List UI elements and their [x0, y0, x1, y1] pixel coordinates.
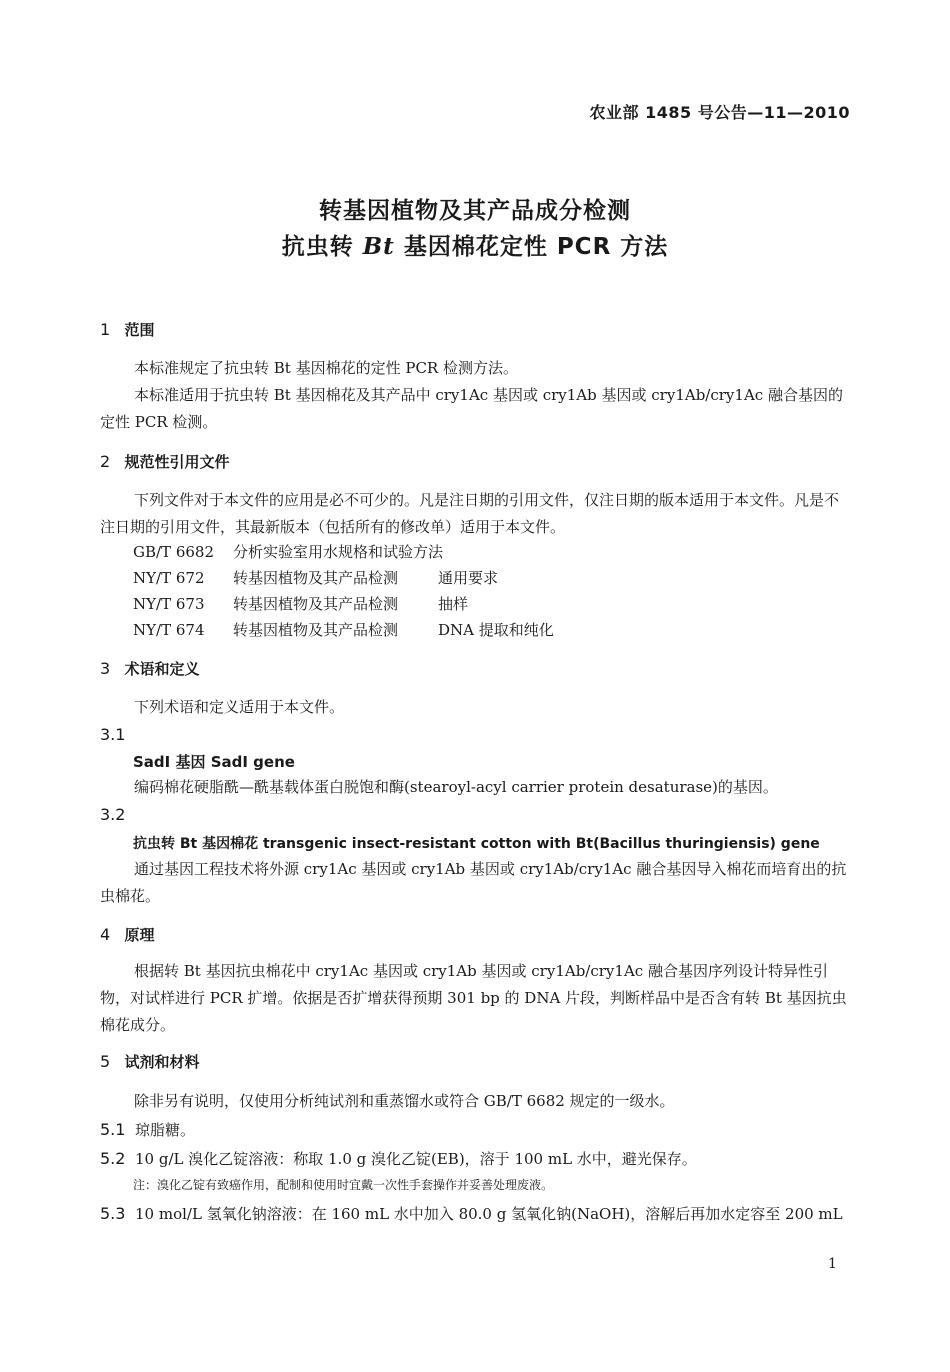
section-4-heading: 4 原理	[100, 925, 155, 944]
section-3-heading: 3 术语和定义	[100, 659, 200, 678]
reference-item: NY/T 672 转基因植物及其产品检测 通用要求	[133, 569, 499, 587]
standard-code: 农业部 1485 号公告—11—2010	[589, 103, 850, 122]
item-5-1: 5.1 琼脂糖。	[100, 1120, 196, 1139]
page-number: 1	[828, 1256, 837, 1272]
definition-3-1-number: 3.1	[100, 725, 126, 744]
section-1-paragraph-2: 本标准适用于抗虫转 Bt 基因棉花及其产品中 cry1Ac 基因或 cry1Ab 基因或 cry1Ab/cry1Ac 融合基因的定性 PCR 检测。	[100, 386, 843, 431]
document-title-line1: 转基因植物及其产品成分检测	[319, 198, 631, 224]
document-title-line2: 抗虫转 Bt 基因棉花定性 PCR 方法	[281, 233, 669, 260]
section-4-paragraph-1: 根据转 Bt 基因抗虫棉花中 cry1Ac 基因或 cry1Ab 基因或 cry1Ab/cry1Ac 融合基因序列设计特异性引物，对试样进行 PCR 扩增。依据是否扩增获得预期 301 bp 的 DNA 片段，判断样品中是否含有转 Bt 基因抗虫棉花成分。	[100, 962, 847, 1034]
section-1-heading: 1 范围	[100, 320, 155, 339]
definition-3-2-term: 抗虫转 Bt 基因棉花 transgenic insect-resistant cotton with Bt(Bacillus thuringiensis) gene	[133, 836, 820, 852]
definition-3-2-text: 通过基因工程技术将外源 cry1Ac 基因或 cry1Ab 基因或 cry1Ab/cry1Ac 融合基因导入棉花而培育出的抗虫棉花。	[100, 860, 847, 905]
reference-item: GB/T 6682 分析实验室用水规格和试验方法	[133, 543, 444, 561]
section-2-paragraph-1: 下列文件对于本文件的应用是必不可少的。凡是注日期的引用文件，仅注日期的版本适用于本文件。凡是不注日期的引用文件，其最新版本（包括所有的修改单）适用于本文件。	[100, 491, 840, 536]
item-5-2: 5.2 10 g/L 溴化乙锭溶液：称取 1.0 g 溴化乙锭(EB)，溶于 100 mL 水中，避光保存。	[100, 1149, 697, 1168]
reference-item: NY/T 674 转基因植物及其产品检测 DNA 提取和纯化	[133, 621, 554, 639]
section-5-paragraph-1: 除非另有说明，仅使用分析纯试剂和重蒸馏水或符合 GB/T 6682 规定的一级水。	[134, 1092, 675, 1110]
definition-3-2-number: 3.2	[100, 805, 126, 824]
section-5-heading: 5 试剂和材料	[100, 1052, 200, 1071]
section-1-paragraph-1: 本标准规定了抗虫转 Bt 基因棉花的定性 PCR 检测方法。	[134, 359, 518, 377]
note-5-2: 注：溴化乙锭有致癌作用，配制和使用时宜戴一次性手套操作并妥善处理废液。	[133, 1178, 554, 1192]
section-2-heading: 2 规范性引用文件	[100, 452, 230, 471]
reference-item: NY/T 673 转基因植物及其产品检测 抽样	[133, 595, 469, 613]
item-5-3: 5.3 10 mol/L 氢氧化钠溶液：在 160 mL 水中加入 80.0 g 氢氧化钠(NaOH)，溶解后再加水定容至 200 mL	[100, 1204, 843, 1223]
section-3-paragraph-1: 下列术语和定义适用于本文件。	[134, 698, 345, 716]
definition-3-1-text: 编码棉花硬脂酰—酰基载体蛋白脱饱和酶(stearoyl-acyl carrier protein desaturase)的基因。	[134, 778, 778, 796]
definition-3-1-term: SadⅠ 基因 SadⅠ gene	[133, 753, 295, 771]
